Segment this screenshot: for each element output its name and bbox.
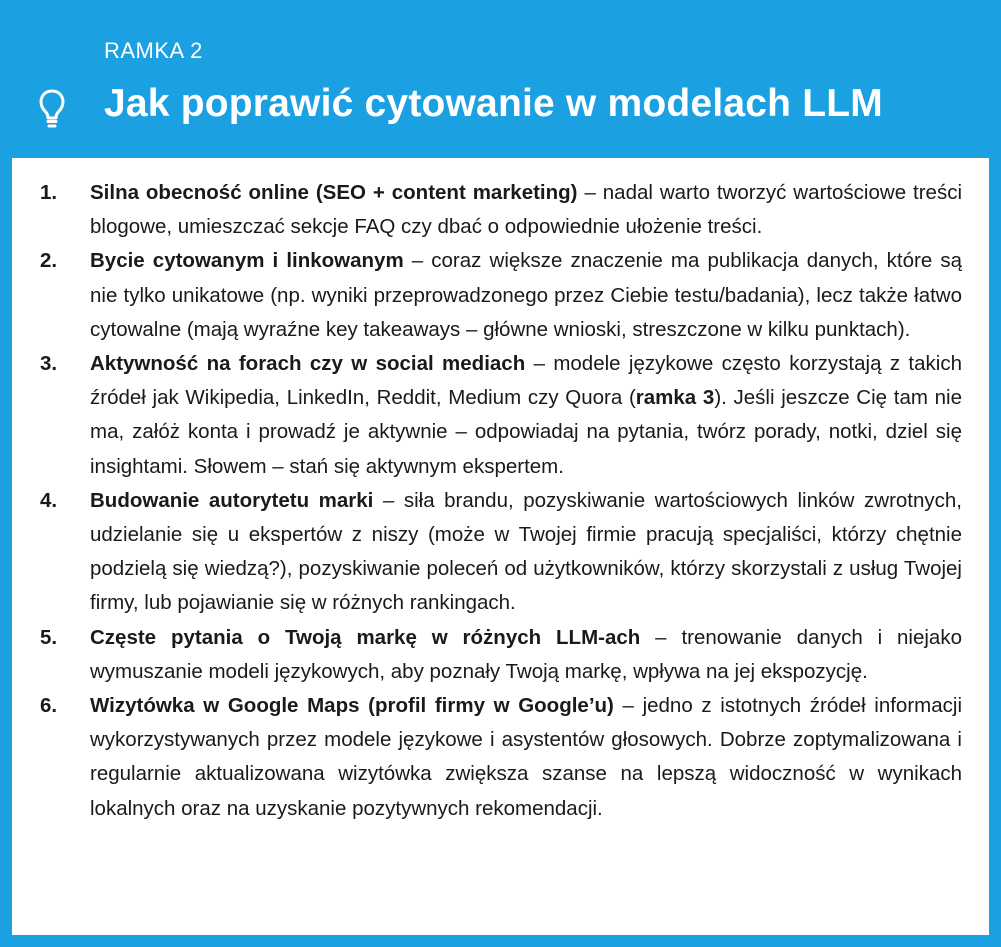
list-item — [40, 347, 962, 484]
item-number: 4. — [40, 488, 58, 512]
item-lead: Wizytówka w Google Maps (profil firmy w Google’u) — [90, 694, 614, 718]
item-lead: Budowanie autorytetu marki — [90, 488, 374, 512]
box-header — [0, 0, 1001, 158]
item-text: – trenowanie danych i niejako wymuszanie modeli językowych, aby poznały Twoją markę, wpływa na jej ekspozycję. — [90, 625, 962, 683]
item-number: 6. — [40, 694, 58, 718]
item-number: 5. — [40, 625, 58, 649]
item-text: – nadal warto tworzyć wartościowe treści blogowe, umieszczać sekcje FAQ czy dbać o odpowiednie ułożenie treści. — [90, 181, 962, 239]
item-text: – siła brandu, pozyskiwanie wartościowych linków zwrotnych, udzielanie się u ekspertów z niszy (może w Twojej firmie pracują specjaliści, którzy chętnie podzielą się wiedzą?), pozyskiwanie poleceń od użytkowników, którzy skorzystali z usług Twojej firmy, lub pojawianie się w różnych rankingach. — [90, 488, 962, 615]
box-label: RAMKA 2 — [104, 38, 203, 63]
list-item — [40, 176, 962, 244]
cross-reference: ramka 3 — [635, 386, 715, 410]
item-lead: Częste pytania o Twoją markę w różnych LLM-ach — [90, 625, 641, 649]
item-number: 3. — [40, 352, 58, 376]
list-item — [40, 244, 962, 347]
box-title: Jak poprawić cytowanie w modelach LLM — [104, 82, 883, 125]
item-lead: Silna obecność online (SEO + content marketing) — [90, 181, 578, 204]
list-item — [40, 621, 962, 689]
item-text: – modele językowe często korzystają z takich źródeł jak Wikipedia, LinkedIn, Reddit, Medium czy Quora ( — [90, 352, 962, 410]
list-item — [40, 484, 962, 621]
item-number: 1. — [40, 181, 58, 204]
item-text: – jedno z istotnych źródeł informacji wykorzystywanych przez modele językowe i asystentów głosowych. Dobrze zoptymalizowana i regularnie aktualizowana wizytówka zwiększa szanse na lepszą widoczność w wynikach lokalnych oraz na uzyskanie pozytywnych rekomendacji. — [90, 694, 962, 820]
item-number: 2. — [40, 249, 58, 273]
list-item — [40, 689, 962, 826]
item-text: ). Jeśli jeszcze Cię tam nie ma, załóż konta i prowadź je aktywnie – odpowiadaj na pytania, twórz porady, notki, dziel się insightami. Słowem – stań się aktywnym ekspertem. — [90, 386, 962, 478]
lightbulb-icon — [38, 88, 66, 130]
tips-list — [40, 176, 962, 826]
content-panel — [12, 158, 989, 935]
item-lead: Aktywność na forach czy w social mediach — [90, 352, 526, 376]
item-lead: Bycie cytowanym i linkowanym — [90, 249, 404, 273]
item-text: – coraz większe znaczenie ma publikacja danych, które są nie tylko unikatowe (np. wyniki przeprowadzonego przez Ciebie testu/badania), lecz także łatwo cytowalne (mają wyraźne key takeaways – główne wnioski, streszczone w kilku punktach). — [90, 249, 962, 341]
